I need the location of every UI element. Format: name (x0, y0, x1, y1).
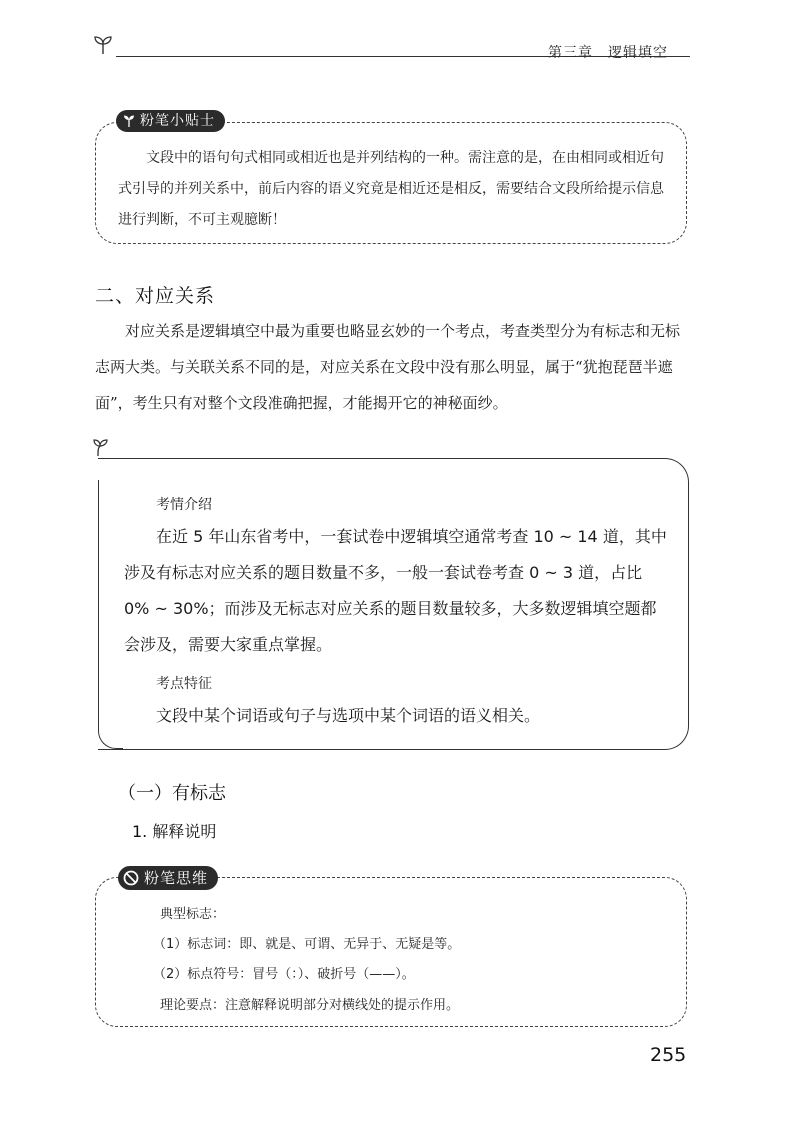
subsection-item: 1. 解释说明 (132, 822, 217, 841)
thinking-line-4: 理论要点：注意解释说明部分对横线处的提示作用。 (160, 998, 460, 1013)
thinking-line-1: 典型标志： (160, 907, 226, 922)
thinking-label-text: 粉笔思维 (144, 869, 209, 887)
section-paragraph: 对应关系是逻辑填空中最为重要也略显玄妙的一个考点，考查类型分为有标志和无标志两大类。与关联关系不同的是，对应关系在文段中没有那么明显，属于“犹抱琵琶半遮面”，考生只有对整个文段准确把握，才能揭开它的神秘面纱。 (95, 322, 681, 412)
thinking-label (118, 866, 218, 890)
exam-info-heading: 考情介绍 (156, 497, 212, 513)
exam-info-paragraph: 在近 5 年山东省考中，一套试卷中逻辑填空通常考查 10 ~ 14 道，其中涉及有标志对应关系的题目数量不多，一般一套试卷考查 0 ~ 3 道，占比 0% ~ 30%；而涉及无标志对应关系的题目数量较多，大多数逻辑填空题都会涉及，需要大家重点掌握。 (124, 527, 667, 654)
feature-heading: 考点特征 (156, 676, 212, 692)
sprout-icon (122, 114, 136, 128)
subsection-title: （一）有标志 (118, 783, 226, 804)
exam-info-box-left-edge (98, 480, 99, 730)
sprout-icon (92, 436, 116, 458)
sprout-icon (92, 34, 114, 56)
no-sign-icon (122, 869, 140, 887)
tip-label-text: 粉笔小贴士 (140, 113, 215, 129)
page-number: 255 (650, 1044, 687, 1066)
chapter-title: 第三章 逻辑填空 (548, 45, 668, 61)
tip-text: 文段中的语句句式相同或相近也是并列结构的一种。需注意的是，在由相同或相近句式引导的并列关系中，前后内容的语义究竟是相近还是相反，需要结合文段所给提示信息进行判断，不可主观臆断！ (118, 150, 664, 228)
header-rule (116, 56, 530, 57)
thinking-line-2: （1）标志词：即、就是、可谓、无异于、无疑是等。 (153, 937, 461, 952)
tip-label (116, 110, 225, 132)
thinking-line-3: （2）标点符号：冒号（：）、破折号（——）。 (153, 967, 415, 982)
section-title: 二、对应关系 (95, 285, 216, 307)
feature-paragraph: 文段中某个词语或句子与选项中某个词语的语义相关。 (156, 706, 541, 725)
